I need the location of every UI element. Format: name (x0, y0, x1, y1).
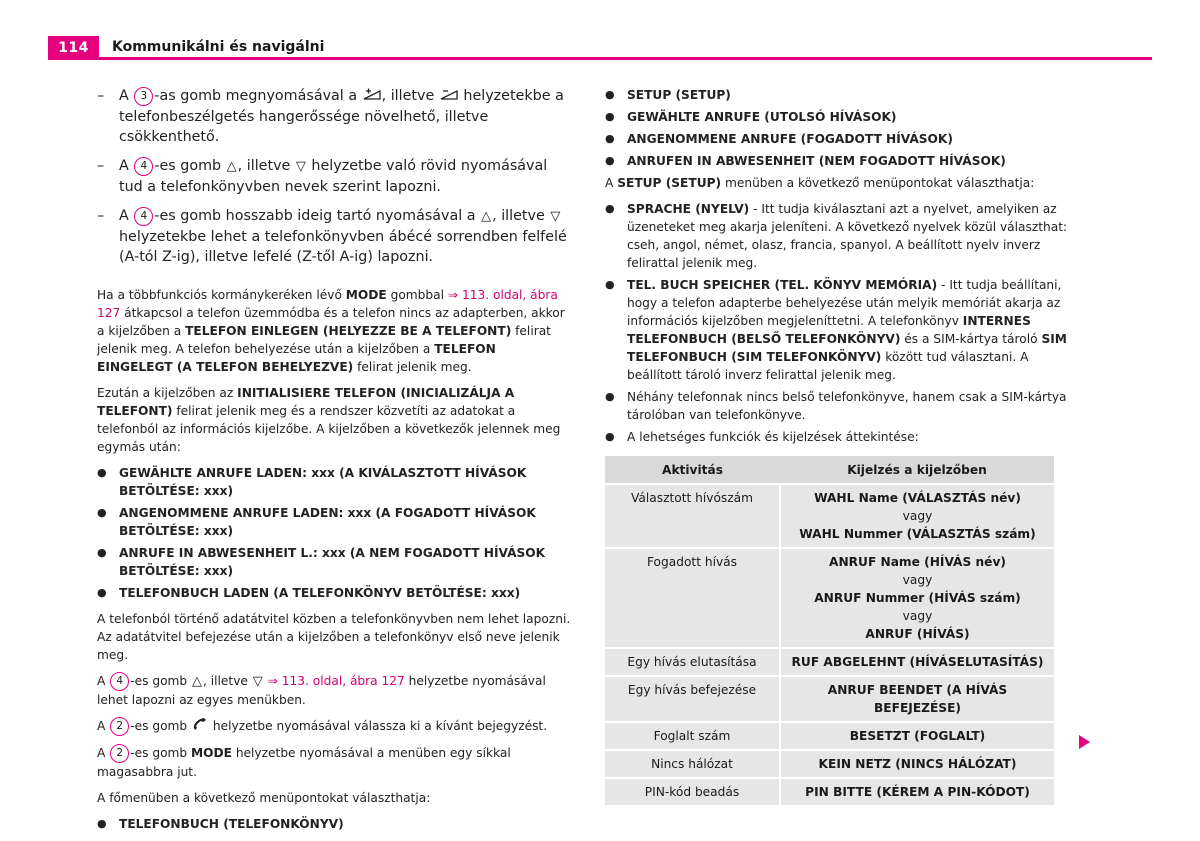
text: helyzetbe nyomásával a menüben egy síkkal magasabbra jut. (97, 746, 511, 779)
text: , illetve (381, 88, 435, 104)
text: A (97, 746, 106, 760)
table-row (605, 750, 1054, 778)
text: gombbal (390, 288, 445, 302)
text: -es gomb (154, 158, 222, 174)
text: , illetve (237, 158, 291, 174)
table-cell-activity: Választott hívószám (605, 484, 780, 548)
menu-item-name: INTERNES TELEFONBUCH (BELSŐ TELEFONKÖNYV) (627, 314, 1031, 346)
list-item: ● TELEFONBUCH LADEN (A TELEFONKÖNYV BETÖLTÉSE: xxx) (97, 584, 575, 602)
table-cell-display: BESETZT (FOGLALT) (780, 722, 1054, 750)
text: - Itt tudja beállítani, hogy a telefon adapterbe behelyezése után melyik memóriát akarja az információs kijelzőben megjeleníttetni. A telefonkönyv (627, 278, 1062, 328)
table-row (605, 648, 1054, 676)
triangle-down-icon: ▽ (252, 674, 263, 689)
paragraph-mode (97, 286, 575, 376)
text: és a SIM-kártya tároló (904, 332, 1038, 346)
text: menüben a következő menüpontokat választhatja: (724, 176, 1035, 190)
menu-item-name: TEL. BUCH SPEICHER (TEL. KÖNYV MEMÓRIA) (627, 278, 938, 292)
display-text: ANRUF Name (HÍVÁS név) (829, 555, 1006, 569)
table-cell-activity: Egy hívás befejezése (605, 676, 780, 722)
cross-reference-link[interactable]: ⇒ 113. oldal, ábra 127 (97, 288, 558, 320)
text: -es gomb (130, 746, 188, 760)
triangle-up-icon: △ (226, 159, 237, 174)
list-item: ● GEWÄHLTE ANRUFE LADEN: xxx (A KIVÁLASZTOTT HÍVÁSOK BETÖLTÉSE: xxx) (97, 464, 575, 500)
or-text: vagy (902, 573, 933, 587)
text: helyzetbe nyomásával válassza ki a kívánt bejegyzést. (212, 719, 548, 733)
triangle-down-icon: ▽ (550, 209, 561, 224)
text: A (119, 208, 129, 224)
triangle-up-icon: △ (481, 209, 492, 224)
text: A (605, 176, 614, 190)
functions-table (605, 456, 1054, 807)
text: Ezután a kijelzőben az (97, 386, 234, 400)
list-item: ● GEWÄHLTE ANRUFE (UTOLSÓ HÍVÁSOK) (605, 108, 1083, 126)
dash-item-long-press (97, 206, 575, 267)
list-item-note: ● Néhány telefonnak nincs belső telefonkönyve, hanem csak a SIM-kártya tárolóban van telefonkönyve. (605, 388, 1083, 424)
table-header-row (605, 456, 1054, 484)
display-text: ANRUF Nummer (HÍVÁS szám) (814, 591, 1021, 605)
table-cell-display: ANRUF BEENDET (A HÍVÁS BEFEJEZÉSE) (780, 676, 1054, 722)
paragraph-select (97, 717, 575, 736)
dash-item-volume (97, 86, 575, 147)
text: -es gomb hosszabb ideig tartó nyomásával a (154, 208, 476, 224)
page-number: 114 (48, 36, 99, 60)
display-text: ANRUF (HÍVÁS) (865, 627, 970, 641)
column-header: Kijelzés a kijelzőben (780, 456, 1054, 484)
table-row (605, 548, 1054, 648)
table-cell-activity: Nincs hálózat (605, 750, 780, 778)
text: helyzetekbe a telefonbeszélgetés hangerőssége növelhető, illetve csökkenthető. (119, 88, 564, 145)
or-text: vagy (902, 609, 933, 623)
list-item: ● ANRUFEN IN ABWESENHEIT (NEM FOGADOTT HÍVÁSOK) (605, 152, 1083, 170)
table-cell-display: KEIN NETZ (NINCS HÁLÓZAT) (780, 750, 1054, 778)
button-3-icon: 3 (134, 87, 153, 106)
button-4-icon: 4 (134, 157, 153, 176)
text: helyzetbe nyomásával lehet lapozni az egyes menükben. (97, 674, 546, 707)
triangle-up-icon: △ (192, 674, 203, 689)
phone-handset-icon (192, 717, 208, 736)
button-4-icon: 4 (110, 672, 129, 691)
text: felirat jelenik meg és a rendszer közvetíti az adatokat a telefonból az információs kijelzőbe. A kijelzőben a következők jelennek meg egymás után: (97, 404, 561, 454)
paragraph-scroll (97, 672, 575, 709)
text: - Itt tudja kiválasztani azt a nyelvet, amelyiken az üzeneteket meg akarja jeleníteni. A következő nyelvek közül választhat: cseh, angol, német, olasz, francia, spanyol. A beállított nyelv inverz felirattal jelenik meg. (627, 202, 1068, 270)
menu-item-name: SPRACHE (NYELV) (627, 202, 750, 216)
table-cell-activity: Fogadott hívás (605, 548, 780, 648)
left-column (97, 86, 575, 837)
table-cell-display: RUF ABGELEHNT (HÍVÁSELUTASÍTÁS) (780, 648, 1054, 676)
dash-item-short-press (97, 156, 575, 197)
text: átkapcsol a telefon üzemmódba és a telefon nincs az adapterben, akkor a kijelzőben a (97, 306, 565, 338)
table-row (605, 484, 1054, 548)
text: A (97, 719, 106, 733)
table-cell-activity: PIN-kód beadás (605, 778, 780, 806)
header-rule (99, 57, 1152, 60)
triangle-down-icon: ▽ (295, 159, 306, 174)
paragraph-transfer: A telefonból történő adatátvitel közben a telefonkönyvben nem lehet lapozni. Az adatátvitel befejezése után a kijelzőben a telefonkönyv első neve jelenik meg. (97, 612, 571, 662)
text: A (97, 674, 106, 688)
table-cell-activity: Foglalt szám (605, 722, 780, 750)
text: felirat jelenik meg. A telefon behelyezése után a kijelzőben a (97, 324, 551, 356)
table-row (605, 778, 1054, 806)
list-item: ● ANGENOMMENE ANRUFE (FOGADOTT HÍVÁSOK) (605, 130, 1083, 148)
menu-item-name: SIM TELEFONBUCH (SIM TELEFONKÖNYV) (627, 332, 1067, 364)
text: helyzetekbe lehet a telefonkönyvben ábécé sorrendben felfelé (A-tól Z-ig), illetve lefelé (Z-től A-ig) lapozni. (119, 229, 567, 265)
list-item: ● ANGENOMMENE ANRUFE LADEN: xxx (A FOGADOTT HÍVÁSOK BETÖLTÉSE: xxx) (97, 504, 575, 540)
mode-keyword: MODE (345, 288, 387, 302)
text: , illetve (203, 674, 248, 688)
table-cell-display: PIN BITTE (KÉREM A PIN-KÓDOT) (780, 778, 1054, 806)
display-message: TELEFON EINGELEGT (A TELEFON BEHELYEZVE) (97, 342, 496, 374)
button-2-icon: 2 (110, 717, 129, 736)
list-item-language (605, 200, 1083, 272)
button-2-icon: 2 (110, 744, 129, 763)
menu-name: SETUP (SETUP) (617, 176, 722, 190)
paragraph-main-menu: A főmenüben a következő menüpontokat választhatja: (97, 791, 431, 805)
text: között tud választani. A beállított tároló inverz felirattal jelenik meg. (627, 350, 1029, 382)
list-item-phonebook-memory (605, 276, 1083, 384)
cross-reference-link[interactable]: ⇒ 113. oldal, ábra 127 (267, 674, 405, 688)
text: helyzetbe való rövid nyomásával tud a telefonkönyvben nevek szerint lapozni. (119, 158, 548, 195)
right-column (605, 86, 1083, 807)
paragraph-level-up (97, 744, 575, 781)
table-row (605, 676, 1054, 722)
text: Ha a többfunkciós kormánykeréken lévő (97, 288, 342, 302)
volume-down-icon (440, 87, 458, 107)
text: A (119, 158, 129, 174)
volume-up-icon (363, 87, 381, 107)
list-item: ● TELEFONBUCH (TELEFONKÖNYV) (97, 815, 575, 833)
list-item-overview: ● A lehetséges funkciók és kijelzések áttekintése: (605, 428, 1083, 446)
or-text: vagy (902, 509, 933, 523)
button-4-icon: 4 (134, 207, 153, 226)
text: felirat jelenik meg. (357, 360, 472, 374)
display-message: INITIALISIERE TELEFON (INICIALIZÁLJA A TELEFONT) (97, 386, 515, 418)
mode-keyword: MODE (191, 746, 232, 760)
page-header-title: Kommunikálni és navigálni (112, 39, 325, 55)
paragraph-initialize (97, 384, 575, 456)
column-header: Aktivitás (605, 456, 780, 484)
list-item: ● ANRUFE IN ABWESENHEIT L.: xxx (A NEM FOGADOTT HÍVÁSOK BETÖLTÉSE: xxx) (97, 544, 575, 580)
text: , illetve (492, 208, 545, 224)
display-message: TELEFON EINLEGEN (HELYEZZE BE A TELEFONT) (185, 324, 512, 338)
display-text: WAHL Name (VÁLASZTÁS név) (814, 491, 1021, 505)
next-page-arrow-icon[interactable] (1079, 735, 1090, 749)
text: -as gomb megnyomásával a (154, 88, 358, 104)
text: A (119, 88, 129, 104)
display-text: WAHL Nummer (VÁLASZTÁS szám) (799, 527, 1036, 541)
table-cell-display (780, 548, 1054, 648)
text: -es gomb (130, 674, 188, 688)
table-cell-display (780, 484, 1054, 548)
text: -es gomb (130, 719, 188, 733)
table-cell-activity: Egy hívás elutasítása (605, 648, 780, 676)
list-item: ● SETUP (SETUP) (605, 86, 1083, 104)
paragraph-setup (605, 174, 1083, 192)
table-row (605, 722, 1054, 750)
